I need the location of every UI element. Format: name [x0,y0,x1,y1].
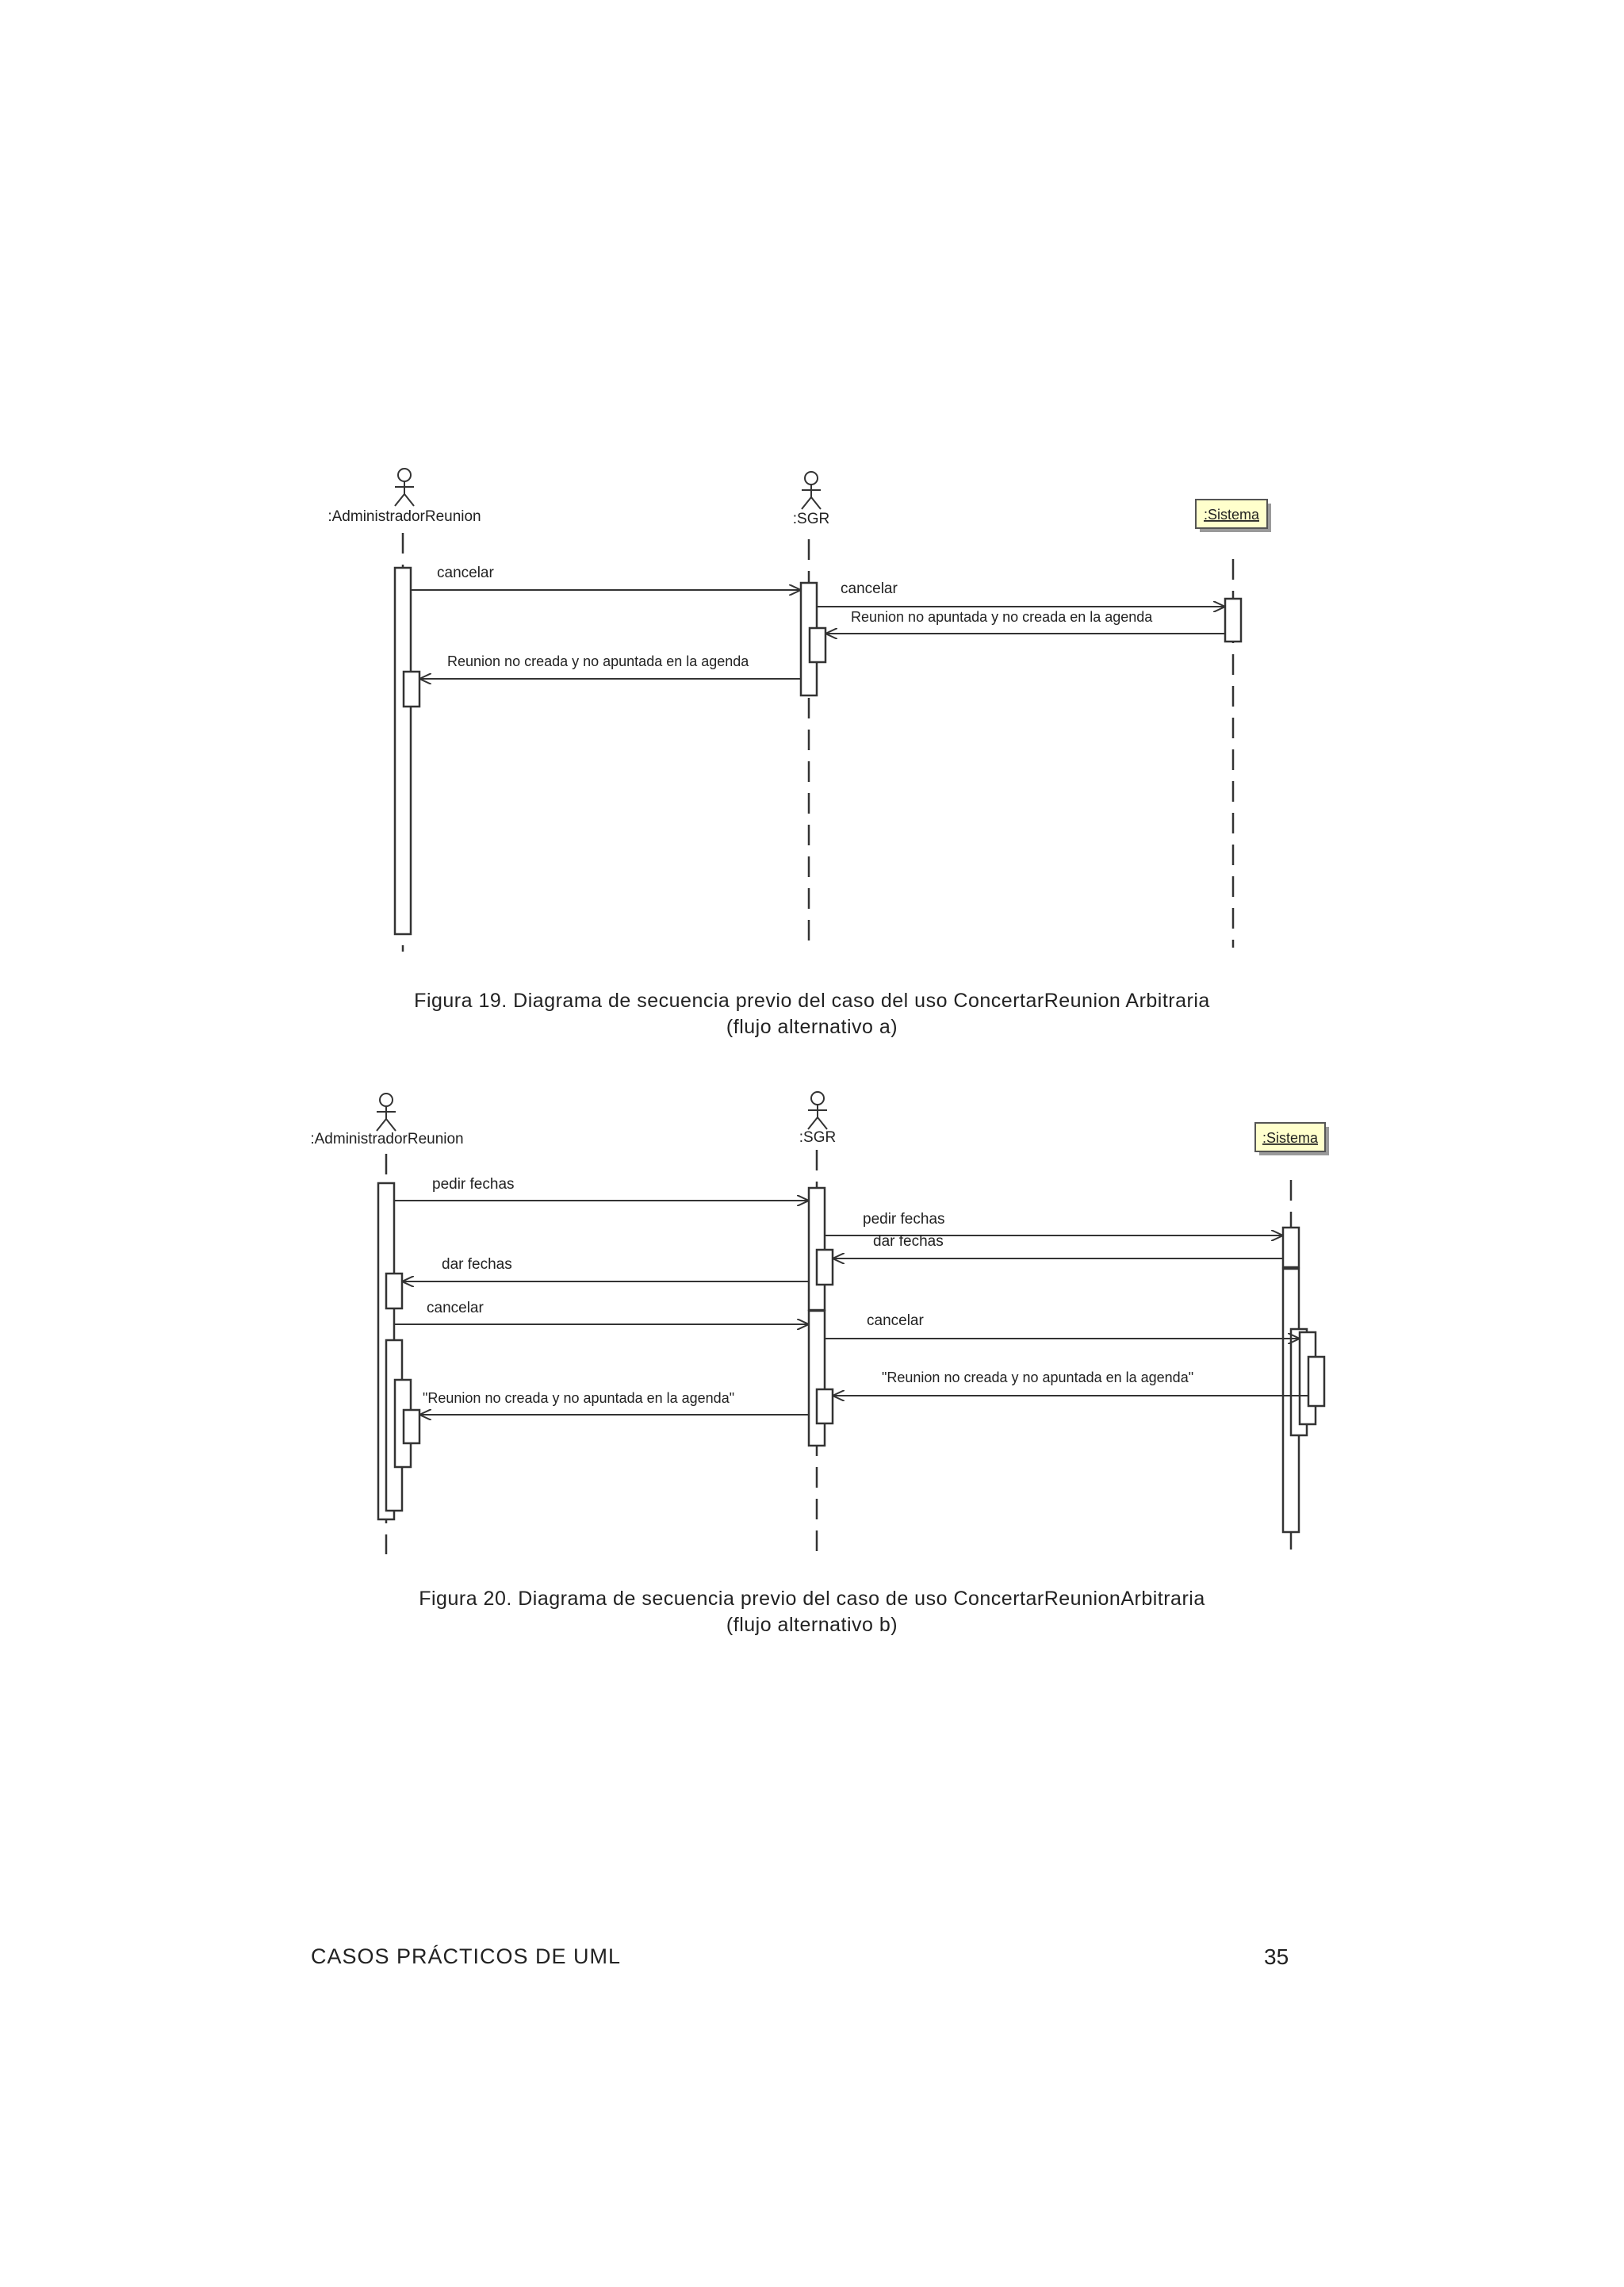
actor-sgr-figure19 [802,472,821,509]
participant-sgr-label: :SGR [792,511,830,527]
activation-admin [395,568,411,934]
message-label: dar fechas [873,1233,944,1250]
activation-sistema-nested [1308,1357,1324,1406]
message-label: pedir fechas [863,1211,945,1228]
figure-19-caption-line1: Figura 19. Diagrama de secuencia previo del caso del uso ConcertarReunion Arbitraria [414,990,1210,1012]
participant-sistema-box [1196,500,1271,532]
activation-sgr-nested [810,628,825,662]
message-label: Reunion no creada y no apuntada en la agenda [447,653,749,669]
figure-20-caption-line1: Figura 20. Diagrama de secuencia previo del caso de uso ConcertarReunionArbitraria [419,1588,1205,1610]
activation-sgr-nested [817,1250,833,1285]
participant-sistema-label: :Sistema [1203,507,1260,523]
message-label: "Reunion no creada y no apuntada en la agenda" [423,1390,735,1406]
actor-admin-figure20 [377,1094,396,1131]
message-label: cancelar [867,1312,924,1329]
message-label: cancelar [427,1300,484,1316]
message-label: dar fechas [442,1256,512,1273]
message-label: Reunion no apuntada y no creada en la agenda [851,609,1153,625]
actor-admin-figure19 [395,469,414,506]
activation-admin-nested [404,672,419,707]
page-number: 35 [1264,1944,1289,1969]
figure-19-diagram [327,469,1271,952]
activation-sgr [809,1311,825,1446]
activation-sgr-nested [817,1389,833,1423]
activation-admin-nested [386,1274,402,1308]
participant-sistema-label: :Sistema [1262,1130,1319,1146]
activation-admin-nested [404,1410,419,1443]
participant-sgr-label: :SGR [799,1129,837,1146]
message-label: cancelar [437,565,494,581]
activation-sistema [1225,599,1241,642]
figure-19-caption-line2: (flujo alternativo a) [726,1016,898,1038]
message-label: "Reunion no creada y no apuntada en la agenda" [882,1370,1194,1385]
message-label: pedir fechas [432,1176,515,1193]
actor-sgr-figure20 [808,1092,827,1129]
figure-20-diagram [310,1092,1329,1554]
participant-admin-label: :AdministradorReunion [327,508,481,525]
participant-sistema-box [1255,1123,1329,1155]
figure-20-caption-line2: (flujo alternativo b) [726,1614,898,1636]
footer-title: CASOS PRÁCTICOS DE UML [311,1944,622,1968]
participant-admin-label: :AdministradorReunion [310,1131,464,1147]
message-label: cancelar [841,580,898,597]
activation-sistema [1283,1228,1299,1267]
